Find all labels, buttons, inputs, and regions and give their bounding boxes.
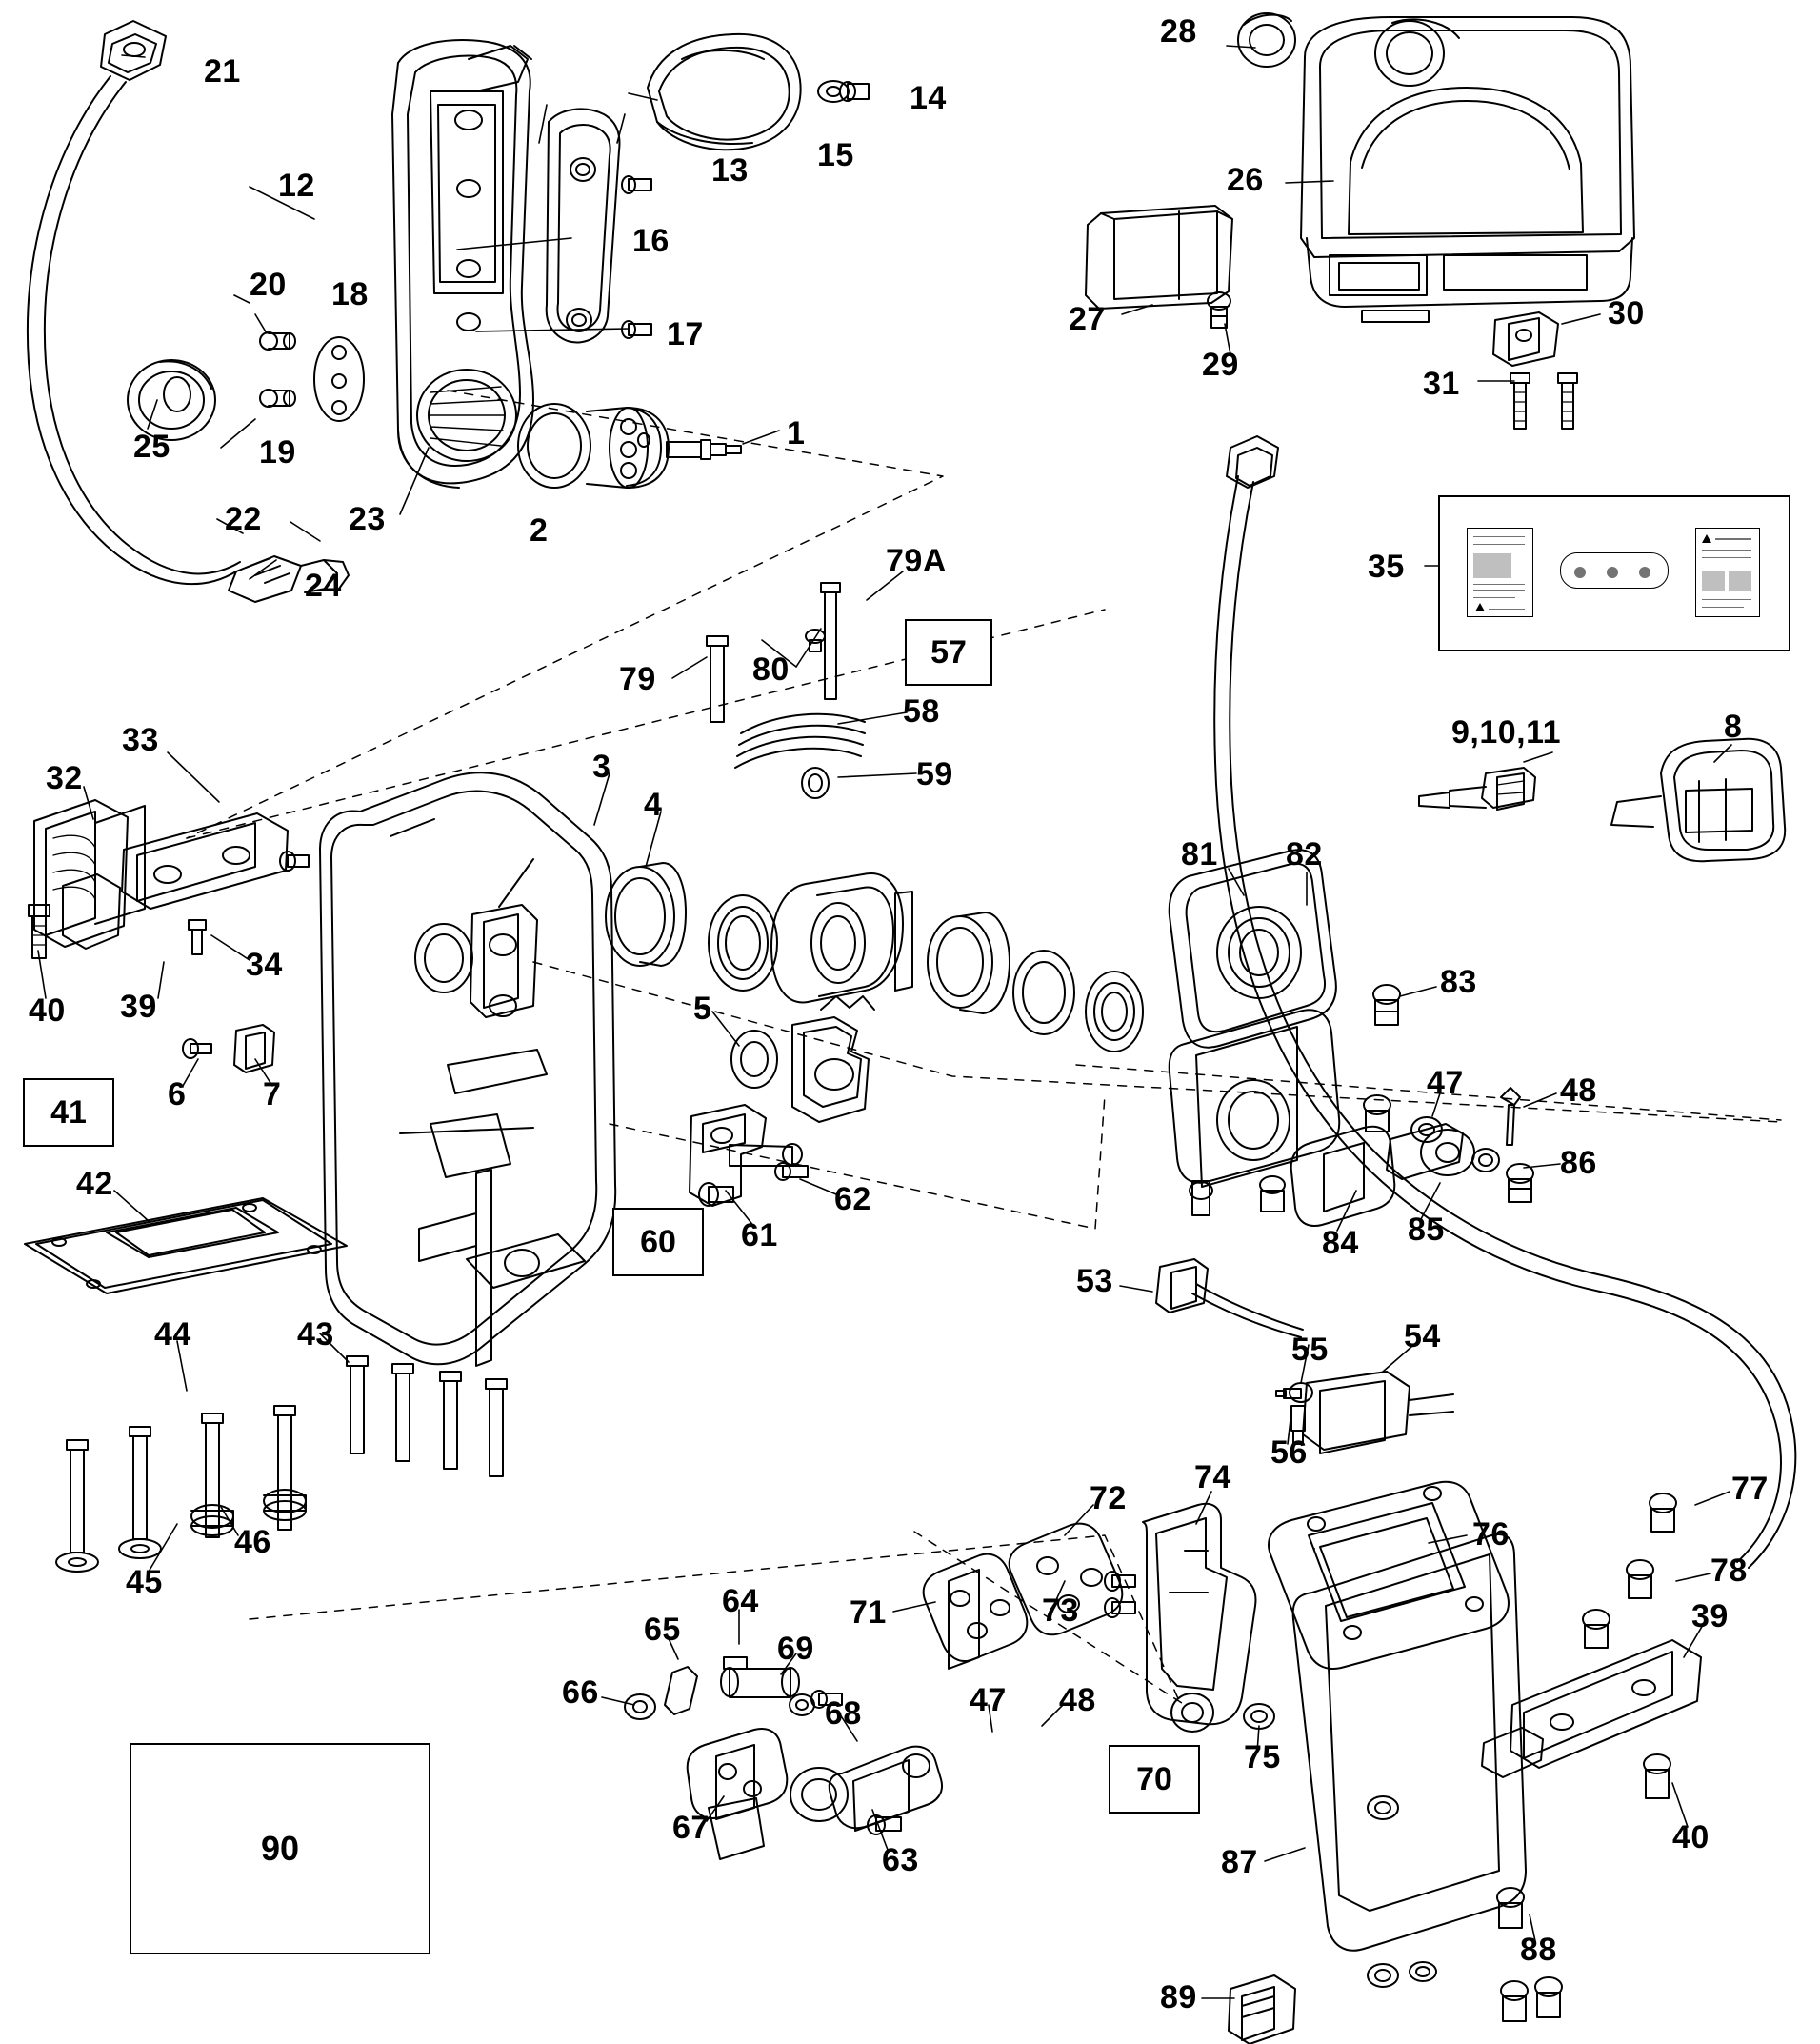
callout-9-10-11: 9,10,11 xyxy=(1451,714,1562,751)
callout-13: 13 xyxy=(711,152,749,189)
callout-45: 45 xyxy=(126,1564,163,1600)
boxed-callout-41: 41 xyxy=(23,1078,114,1147)
callout-31: 31 xyxy=(1423,366,1460,402)
callout-56: 56 xyxy=(1270,1434,1308,1471)
callout-88: 88 xyxy=(1520,1932,1557,1968)
callout-48b: 48 xyxy=(1059,1682,1096,1718)
callout-29: 29 xyxy=(1202,347,1239,383)
callout-76: 76 xyxy=(1472,1516,1510,1553)
callout-43: 43 xyxy=(297,1316,334,1353)
callout-72: 72 xyxy=(1090,1480,1127,1516)
callout-39: 39 xyxy=(120,989,157,1025)
callout-87: 87 xyxy=(1221,1844,1258,1880)
callout-68: 68 xyxy=(825,1695,862,1732)
callout-54: 54 xyxy=(1404,1318,1441,1354)
callout-79: 79 xyxy=(619,661,656,697)
callout-15: 15 xyxy=(817,137,854,173)
callout-75: 75 xyxy=(1244,1739,1281,1775)
warning-decal-38 xyxy=(1695,528,1760,617)
plate-decal-36 xyxy=(1560,552,1669,589)
callout-25: 25 xyxy=(133,429,170,465)
callout-12: 12 xyxy=(278,168,315,204)
callout-86: 86 xyxy=(1560,1145,1597,1181)
callout-48: 48 xyxy=(1560,1072,1597,1109)
callout-16: 16 xyxy=(632,223,670,259)
callout-3: 3 xyxy=(592,749,611,785)
callout-81: 81 xyxy=(1181,836,1218,872)
callout-59: 59 xyxy=(916,756,953,792)
callout-44: 44 xyxy=(154,1316,191,1353)
callout-14: 14 xyxy=(910,80,947,116)
callout-79a: 79A xyxy=(886,543,947,579)
callout-17: 17 xyxy=(667,316,704,352)
callout-58: 58 xyxy=(903,693,940,730)
callout-27: 27 xyxy=(1069,301,1106,337)
callout-20: 20 xyxy=(250,267,287,303)
callout-7: 7 xyxy=(263,1076,282,1112)
callout-61: 61 xyxy=(741,1217,778,1253)
callout-66: 66 xyxy=(562,1674,599,1711)
callout-46: 46 xyxy=(234,1524,271,1560)
boxed-callout-90: 90 xyxy=(130,1743,430,1954)
callout-18: 18 xyxy=(331,276,369,312)
callout-80: 80 xyxy=(752,651,790,688)
boxed-callout-57: 57 xyxy=(905,619,992,686)
callout-24: 24 xyxy=(305,568,342,604)
callout-74: 74 xyxy=(1194,1459,1231,1495)
callout-1: 1 xyxy=(787,415,806,451)
callout-63: 63 xyxy=(882,1842,919,1878)
warning-decal-37 xyxy=(1467,528,1533,617)
callout-67: 67 xyxy=(672,1810,710,1846)
callout-35: 35 xyxy=(1368,549,1405,585)
callout-34: 34 xyxy=(246,947,283,983)
callout-21: 21 xyxy=(204,53,241,90)
callout-42: 42 xyxy=(76,1166,113,1202)
boxed-callout-60: 60 xyxy=(612,1208,704,1276)
callout-8: 8 xyxy=(1724,709,1743,745)
callout-89: 89 xyxy=(1160,1979,1197,2015)
callout-26: 26 xyxy=(1227,162,1264,198)
callout-62: 62 xyxy=(834,1181,871,1217)
callout-55: 55 xyxy=(1291,1332,1329,1368)
callout-77: 77 xyxy=(1731,1471,1769,1507)
callout-28: 28 xyxy=(1160,13,1197,50)
callout-22: 22 xyxy=(225,501,262,537)
callout-47: 47 xyxy=(1427,1065,1464,1101)
callout-5: 5 xyxy=(693,991,712,1027)
callout-32: 32 xyxy=(46,760,83,796)
callout-78: 78 xyxy=(1710,1553,1748,1589)
callout-19: 19 xyxy=(259,434,296,471)
decal-group-frame xyxy=(1438,495,1790,651)
callout-53: 53 xyxy=(1076,1263,1113,1299)
callout-64: 64 xyxy=(722,1583,759,1619)
callout-83: 83 xyxy=(1440,964,1477,1000)
callout-33: 33 xyxy=(122,722,159,758)
callout-82: 82 xyxy=(1286,836,1323,872)
callout-65: 65 xyxy=(644,1612,681,1648)
callout-2: 2 xyxy=(530,512,549,549)
callout-69: 69 xyxy=(777,1631,814,1667)
callout-23: 23 xyxy=(349,501,386,537)
callout-6: 6 xyxy=(168,1076,187,1112)
callout-84: 84 xyxy=(1322,1225,1359,1261)
callout-85: 85 xyxy=(1408,1212,1445,1248)
callout-71: 71 xyxy=(850,1594,887,1631)
callout-73: 73 xyxy=(1042,1593,1079,1629)
callout-40: 40 xyxy=(29,992,66,1029)
boxed-callout-70: 70 xyxy=(1109,1745,1200,1814)
callout-40b: 40 xyxy=(1672,1819,1710,1855)
callout-47b: 47 xyxy=(970,1682,1007,1718)
callout-30: 30 xyxy=(1608,295,1645,331)
callout-4: 4 xyxy=(644,787,663,823)
callout-39b: 39 xyxy=(1691,1598,1729,1634)
